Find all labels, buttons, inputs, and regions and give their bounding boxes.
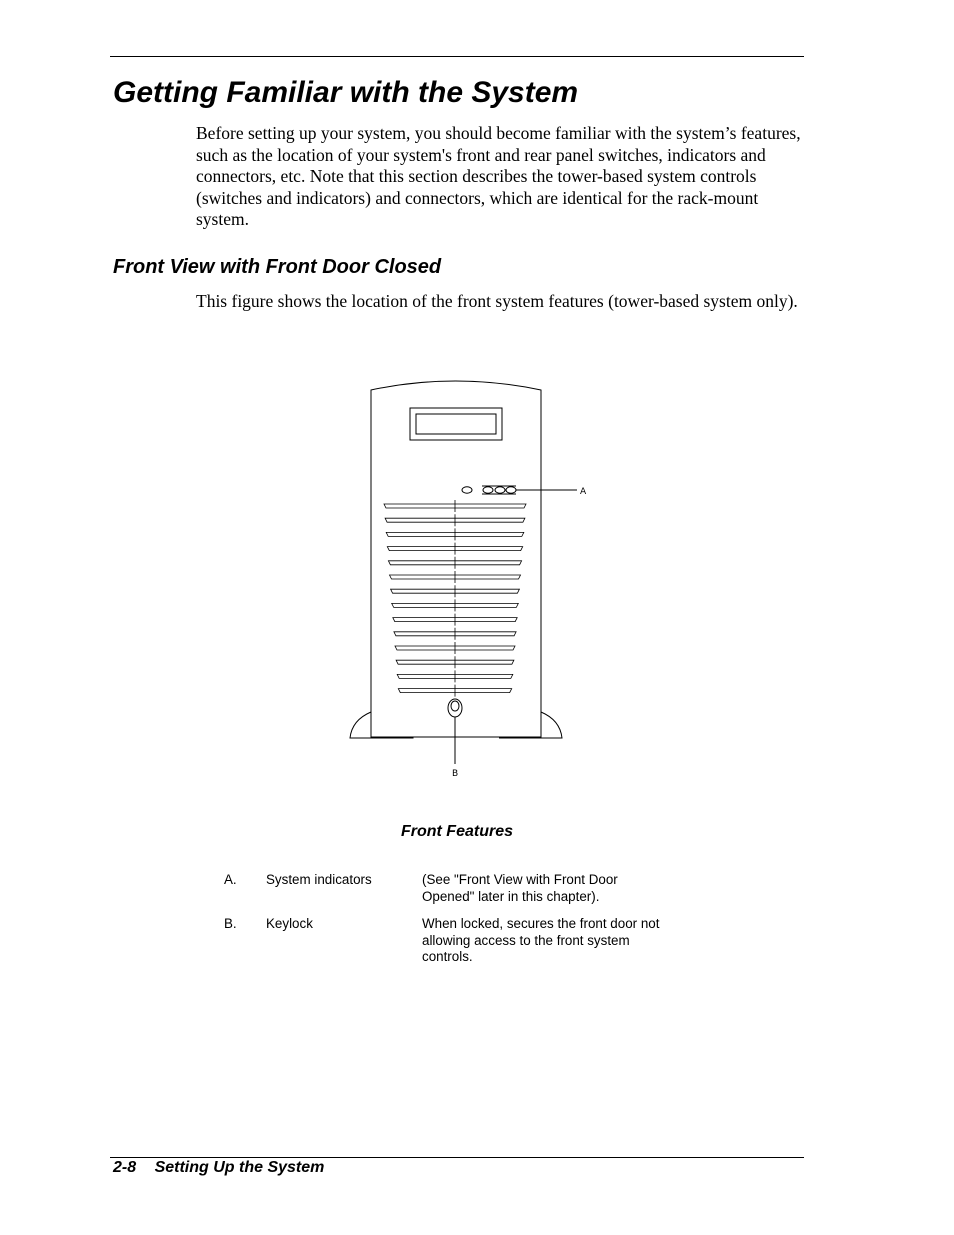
intro-paragraph: Before setting up your system, you should become familiar with the system’s features, such as the location of your system's front and rear panel switches, indicators and connectors, etc. Note that this section describes the tower-based system controls (switches and indicators) and connectors, which are identical for the rack-mount system. xyxy=(196,123,801,230)
left-foot xyxy=(350,712,413,738)
callout-a-label: A xyxy=(580,487,587,497)
indicator-4 xyxy=(506,487,516,493)
footer-title: Setting Up the System xyxy=(154,1159,325,1176)
display-panel xyxy=(410,408,502,440)
indicator-2 xyxy=(483,487,493,493)
tower-system-drawing xyxy=(340,370,600,790)
section-heading: Front View with Front Door Closed xyxy=(113,256,442,278)
right-foot xyxy=(499,712,562,738)
indicator-3 xyxy=(495,487,505,493)
page-heading: Getting Familiar with the System xyxy=(113,76,579,109)
callout-b-label: B xyxy=(452,769,459,779)
front-view-figure xyxy=(340,370,600,790)
section-paragraph: This figure shows the location of the front system features (tower-based system only). xyxy=(196,291,798,311)
feature-description: When locked, secures the front door not allowing access to the front system controls. xyxy=(422,916,660,964)
keylock xyxy=(448,699,462,717)
feature-name: Keylock xyxy=(266,916,313,931)
page-number: 2-8 xyxy=(113,1159,137,1176)
indicator-1 xyxy=(462,487,472,493)
header-rule xyxy=(110,56,804,57)
feature-letter: B. xyxy=(224,916,237,931)
feature-letter: A. xyxy=(224,872,237,887)
feature-description: (See "Front View with Front Door Opened" later in this chapter). xyxy=(422,872,618,904)
display-window xyxy=(416,414,496,434)
feature-name: System indicators xyxy=(266,872,372,887)
figure-caption: Front Features xyxy=(400,823,513,840)
page-footer xyxy=(113,1158,324,1178)
